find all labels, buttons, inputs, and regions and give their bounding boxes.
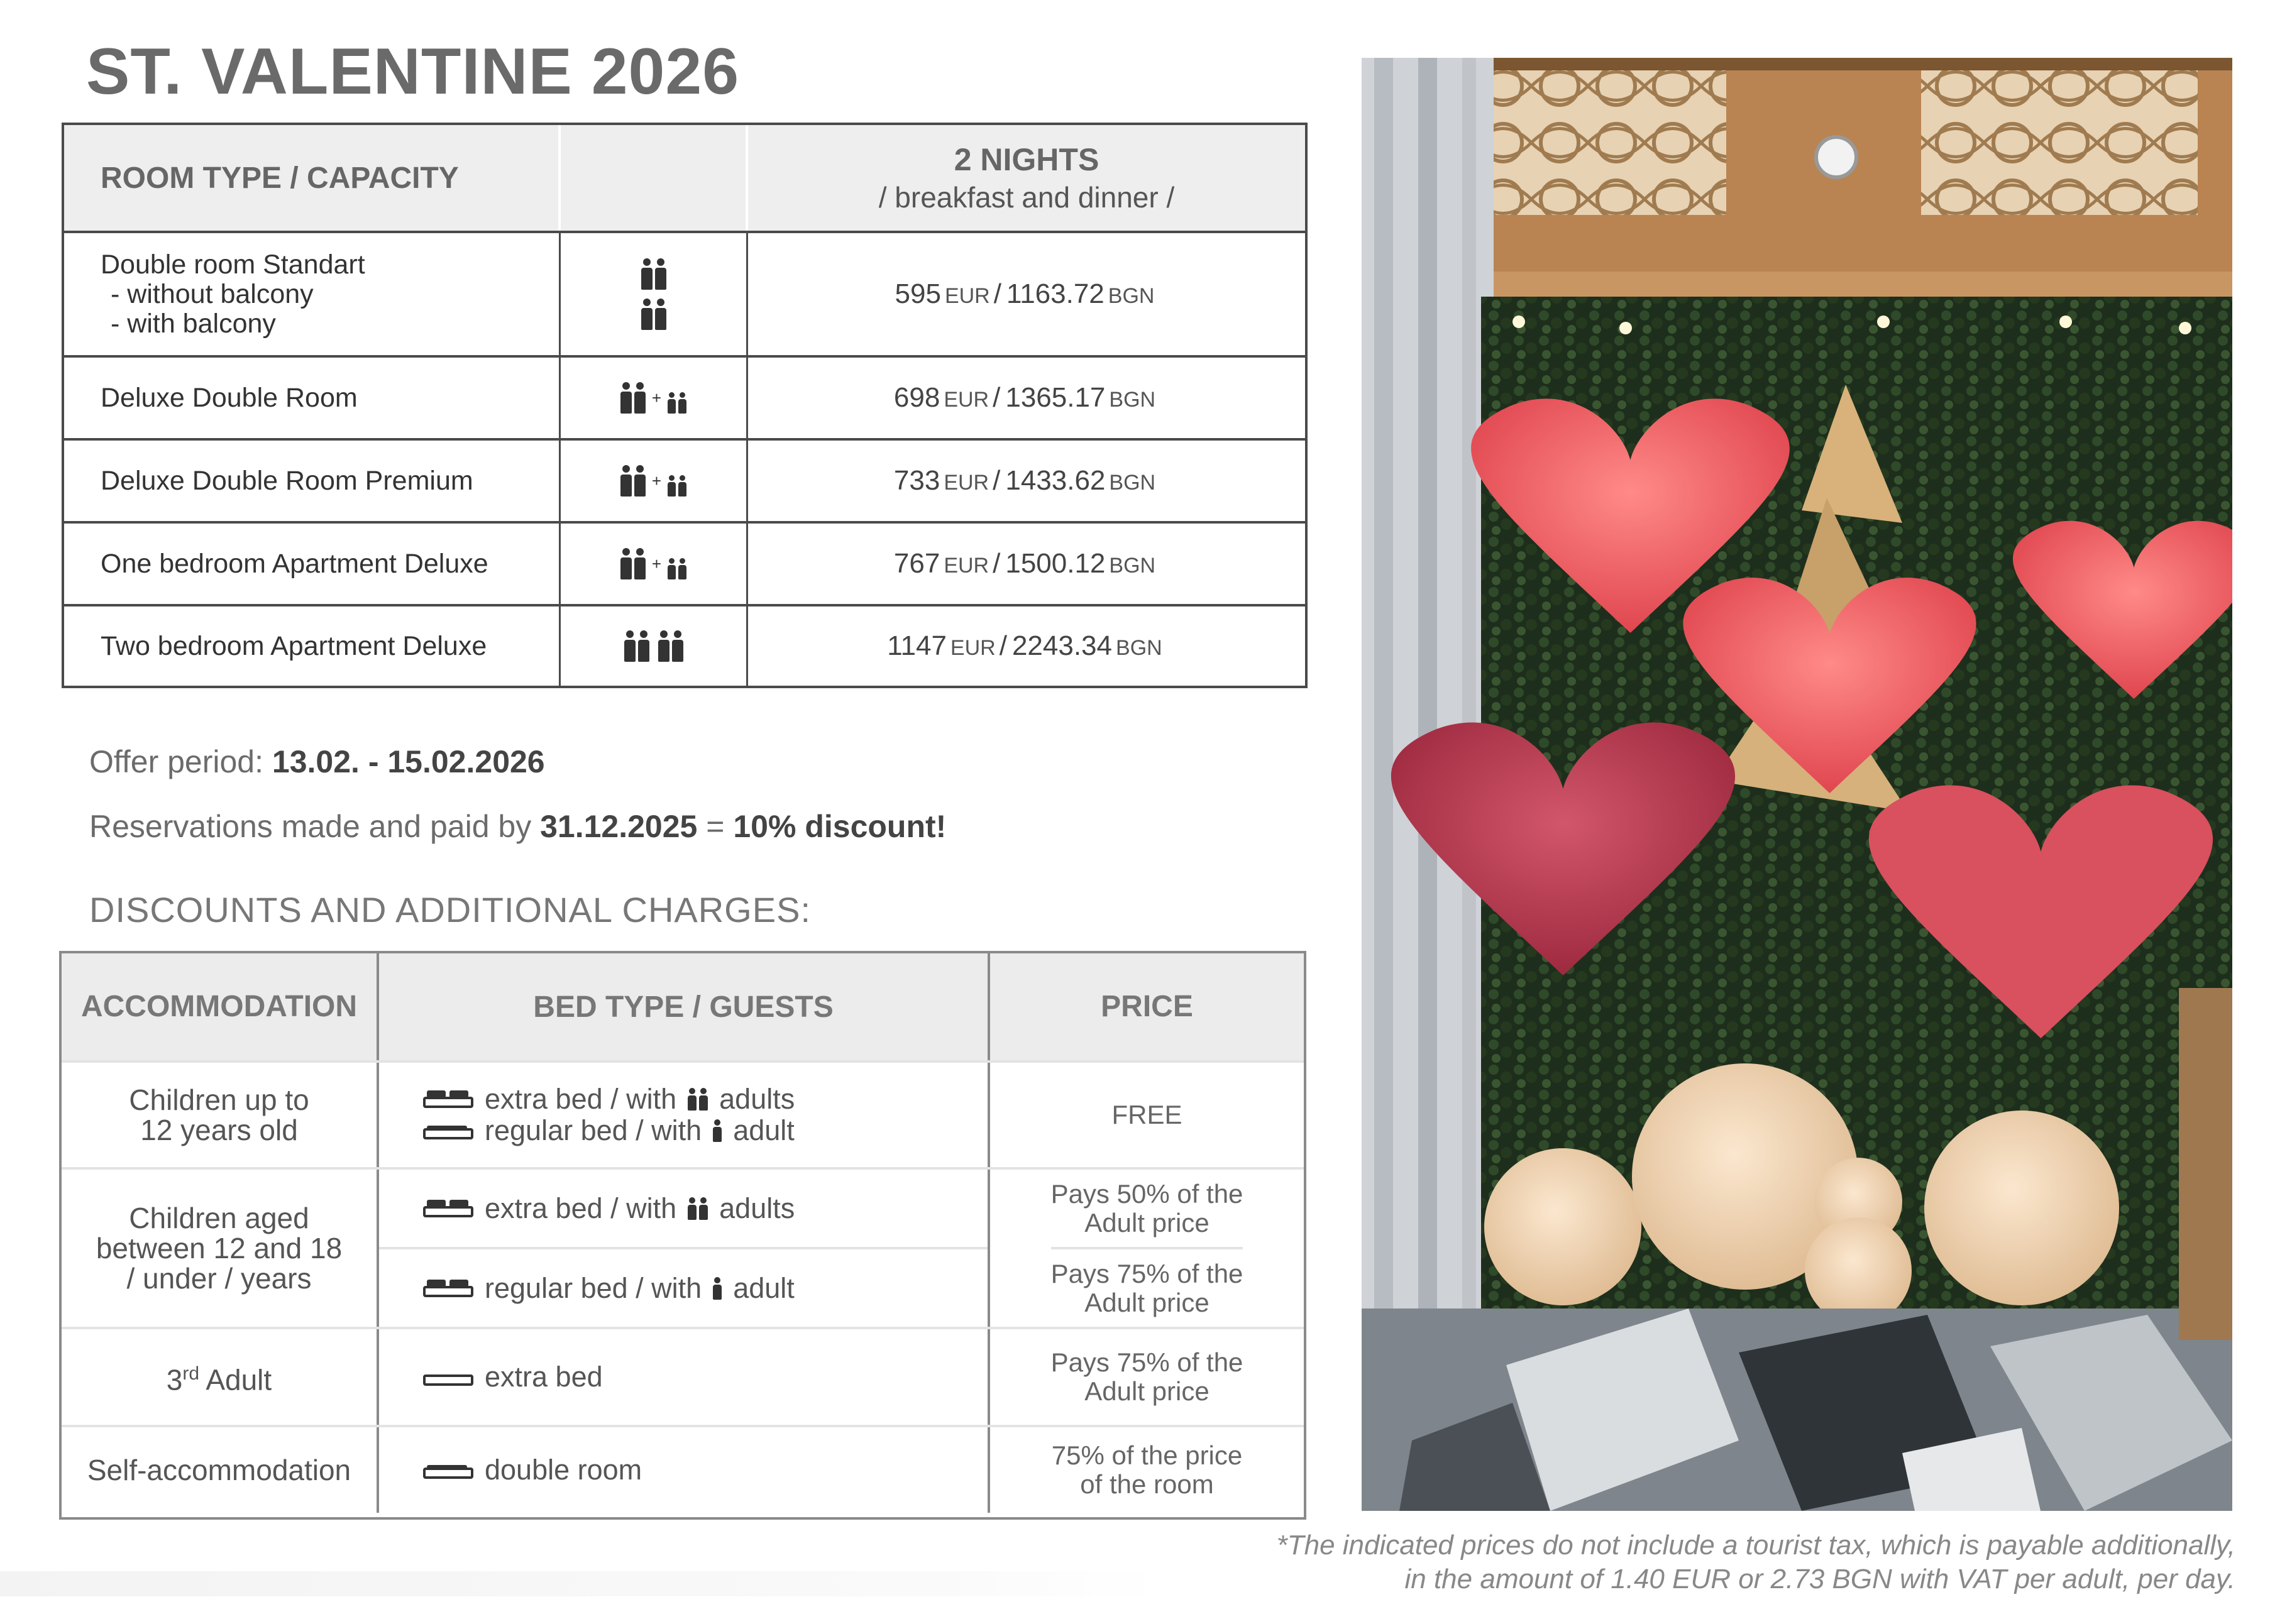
capacity-cell: [561, 441, 748, 521]
room-price: [748, 441, 1305, 521]
double-bed-icon: [423, 1461, 473, 1479]
price-text: Adult price: [1084, 1207, 1209, 1237]
room-row: [64, 521, 1305, 604]
price-separator: /: [993, 278, 1001, 309]
currency-bgn: BGN: [1109, 554, 1156, 578]
price-separator: /: [993, 548, 1001, 579]
bed-option-guests: adults: [719, 1083, 795, 1115]
two-adults-plus-children-icon: +: [620, 548, 686, 579]
room-row: [64, 438, 1305, 521]
extra-bed-icon: [423, 1368, 473, 1386]
currency-eur: EUR: [944, 388, 989, 412]
accommodation-cell: [62, 1329, 379, 1425]
tourist-tax-footnote: [1277, 1528, 2235, 1596]
header-nights-label: 2 NIGHTS: [954, 142, 1099, 177]
offer-period-value: 13.02. - 15.02.2026: [272, 744, 545, 779]
room-name: One bedroom Apartment Deluxe: [64, 524, 561, 604]
price-bgn: 1365.17: [1005, 382, 1106, 413]
two-adults-icon: [688, 1088, 708, 1111]
header-nights: [748, 125, 1305, 231]
bed-option: [423, 1193, 795, 1224]
bed-option: [423, 1273, 795, 1304]
price-eur: 1147: [887, 630, 947, 661]
header-board-label: / breakfast and dinner /: [878, 181, 1175, 214]
price-text: Adult price: [1084, 1287, 1209, 1317]
extra-bed-icon: [423, 1200, 473, 1217]
accommodation-label: between 12 and 18: [96, 1232, 343, 1265]
currency-bgn: BGN: [1116, 636, 1162, 660]
bed-option-guests: adult: [733, 1114, 795, 1146]
price-eur: 733: [893, 465, 940, 496]
regular-bed-icon: [423, 1280, 473, 1297]
price-cell: [990, 1427, 1304, 1513]
bed-option-text: extra bed / with: [485, 1192, 677, 1224]
price-bgn: 1163.72: [1006, 278, 1105, 309]
room-name: Deluxe Double Room Premium: [64, 441, 561, 521]
price-separator: /: [999, 630, 1007, 661]
room-row: [64, 355, 1305, 438]
room-price: [748, 524, 1305, 604]
room-price: [748, 606, 1305, 686]
price-text: of the room: [1080, 1469, 1214, 1499]
bottom-fade-bar: [0, 1571, 1163, 1596]
bed-option-guests: adults: [719, 1192, 795, 1224]
equals-sign: =: [706, 809, 725, 844]
discounts-heading: DISCOUNTS AND ADDITIONAL CHARGES:: [89, 890, 811, 930]
room-row: [64, 231, 1305, 355]
room-name: Two bedroom Apartment Deluxe: [64, 606, 561, 686]
bed-option-guests: adult: [733, 1271, 795, 1304]
accommodation-cell: Self-accommodation: [62, 1427, 379, 1513]
regular-bed-icon: [423, 1122, 473, 1139]
currency-eur: EUR: [944, 471, 989, 495]
currency-eur: EUR: [944, 554, 989, 578]
footnote-line: in the amount of 1.40 EUR or 2.73 BGN with VAT per adult, per day.: [1404, 1564, 2235, 1594]
two-adults-icon: [641, 258, 666, 290]
bed-option: [423, 1361, 988, 1393]
bed-type-cell: [379, 1329, 990, 1425]
two-adults-plus-children-icon: +: [620, 382, 686, 414]
price-eur: 698: [893, 382, 940, 413]
bed-option-text: extra bed: [485, 1361, 603, 1393]
reservation-date: 31.12.2025: [540, 809, 698, 844]
currency-bgn: BGN: [1108, 284, 1155, 308]
room-price: [748, 233, 1305, 355]
currency-bgn: BGN: [1109, 471, 1156, 495]
page-title: ST. VALENTINE 2026: [86, 35, 740, 108]
price-text: 75% of the price: [1051, 1440, 1243, 1470]
bed-option-text: regular bed / with: [485, 1271, 702, 1304]
charge-row: [62, 1327, 1304, 1425]
charges-table: [59, 951, 1306, 1520]
accommodation-label: 3rd Adult: [166, 1363, 272, 1396]
extra-bed-icon: [423, 1090, 473, 1108]
price-separator: /: [993, 382, 1001, 413]
price-text: Pays 75% of the: [1050, 1258, 1243, 1288]
bed-type-cell: [379, 1063, 990, 1167]
bed-type-cell: [379, 1427, 990, 1513]
room-name-main: Double room Standart: [101, 249, 365, 280]
price-cell: [990, 1329, 1304, 1425]
bed-option: [423, 1115, 988, 1146]
bed-option-text: extra bed / with: [485, 1083, 677, 1115]
price-text: Adult price: [1084, 1376, 1209, 1406]
accommodation-cell: [62, 1170, 379, 1327]
early-booking-note: [89, 808, 946, 845]
header-price: PRICE: [1101, 990, 1193, 1023]
accommodation-label: Children aged: [129, 1202, 309, 1234]
one-adult-icon: [713, 1119, 722, 1142]
offer-period-label: Offer period:: [89, 744, 264, 779]
two-adults-icon: [688, 1197, 708, 1220]
four-adults-icon: [624, 630, 683, 662]
accommodation-label: Children up to: [129, 1084, 309, 1116]
accommodation-label: / under / years: [126, 1262, 312, 1295]
charges-table-header: [62, 953, 1304, 1060]
price-text: Pays 75% of the: [1050, 1347, 1243, 1377]
currency-bgn: BGN: [1109, 388, 1156, 412]
price-option: [1051, 1170, 1243, 1247]
room-price: [748, 358, 1305, 438]
capacity-cell: [561, 524, 748, 604]
header-bed-type: BED TYPE / GUESTS: [379, 953, 990, 1060]
currency-eur: EUR: [950, 636, 996, 660]
discount-value: 10% discount!: [733, 809, 947, 844]
price-eur: 595: [895, 278, 941, 309]
valentine-decoration-photo: [1362, 58, 2232, 1511]
accommodation-cell: [62, 1063, 379, 1167]
two-adults-icon: [641, 299, 666, 330]
bed-option-text: double room: [485, 1454, 642, 1486]
bed-option: [423, 1454, 988, 1486]
bed-option-text: regular bed / with: [485, 1114, 702, 1146]
price-bgn: 1500.12: [1005, 548, 1106, 579]
rooms-table-header: [64, 125, 1305, 231]
charge-row: [62, 1425, 1304, 1513]
offer-period: [89, 743, 545, 780]
room-row: [64, 604, 1305, 686]
price-cell: [990, 1170, 1304, 1327]
price-bgn: 1433.62: [1005, 465, 1106, 496]
charge-row: [62, 1060, 1304, 1167]
room-option: - with balcony: [111, 308, 276, 339]
price-separator: /: [993, 465, 1001, 496]
price-option: [1051, 1247, 1243, 1327]
accommodation-label: 12 years old: [140, 1114, 298, 1146]
room-name: Deluxe Double Room: [64, 358, 561, 438]
charge-row: [62, 1167, 1304, 1327]
bed-type-cell: [379, 1170, 990, 1327]
price-bgn: 2243.34: [1011, 630, 1113, 661]
rooms-price-table: [62, 123, 1308, 688]
two-adults-plus-children-icon: +: [620, 465, 686, 497]
one-adult-icon: [713, 1277, 722, 1300]
room-name: [64, 233, 561, 355]
bed-option: [423, 1084, 988, 1115]
currency-eur: EUR: [944, 284, 990, 308]
price-eur: 767: [893, 548, 940, 579]
header-accommodation: ACCOMMODATION: [62, 953, 379, 1060]
capacity-cell: [561, 233, 748, 355]
footnote-line: *The indicated prices do not include a tourist tax, which is payable additionally,: [1276, 1530, 2235, 1561]
price-cell: FREE: [1111, 1100, 1182, 1129]
reservation-text: Reservations made and paid by: [89, 809, 532, 844]
header-room-type: ROOM TYPE / CAPACITY: [64, 125, 561, 231]
capacity-cell: [561, 358, 748, 438]
header-capacity: [561, 125, 748, 231]
capacity-cell: [561, 606, 748, 686]
price-text: Pays 50% of the: [1050, 1178, 1243, 1209]
room-option: - without balcony: [111, 278, 314, 309]
